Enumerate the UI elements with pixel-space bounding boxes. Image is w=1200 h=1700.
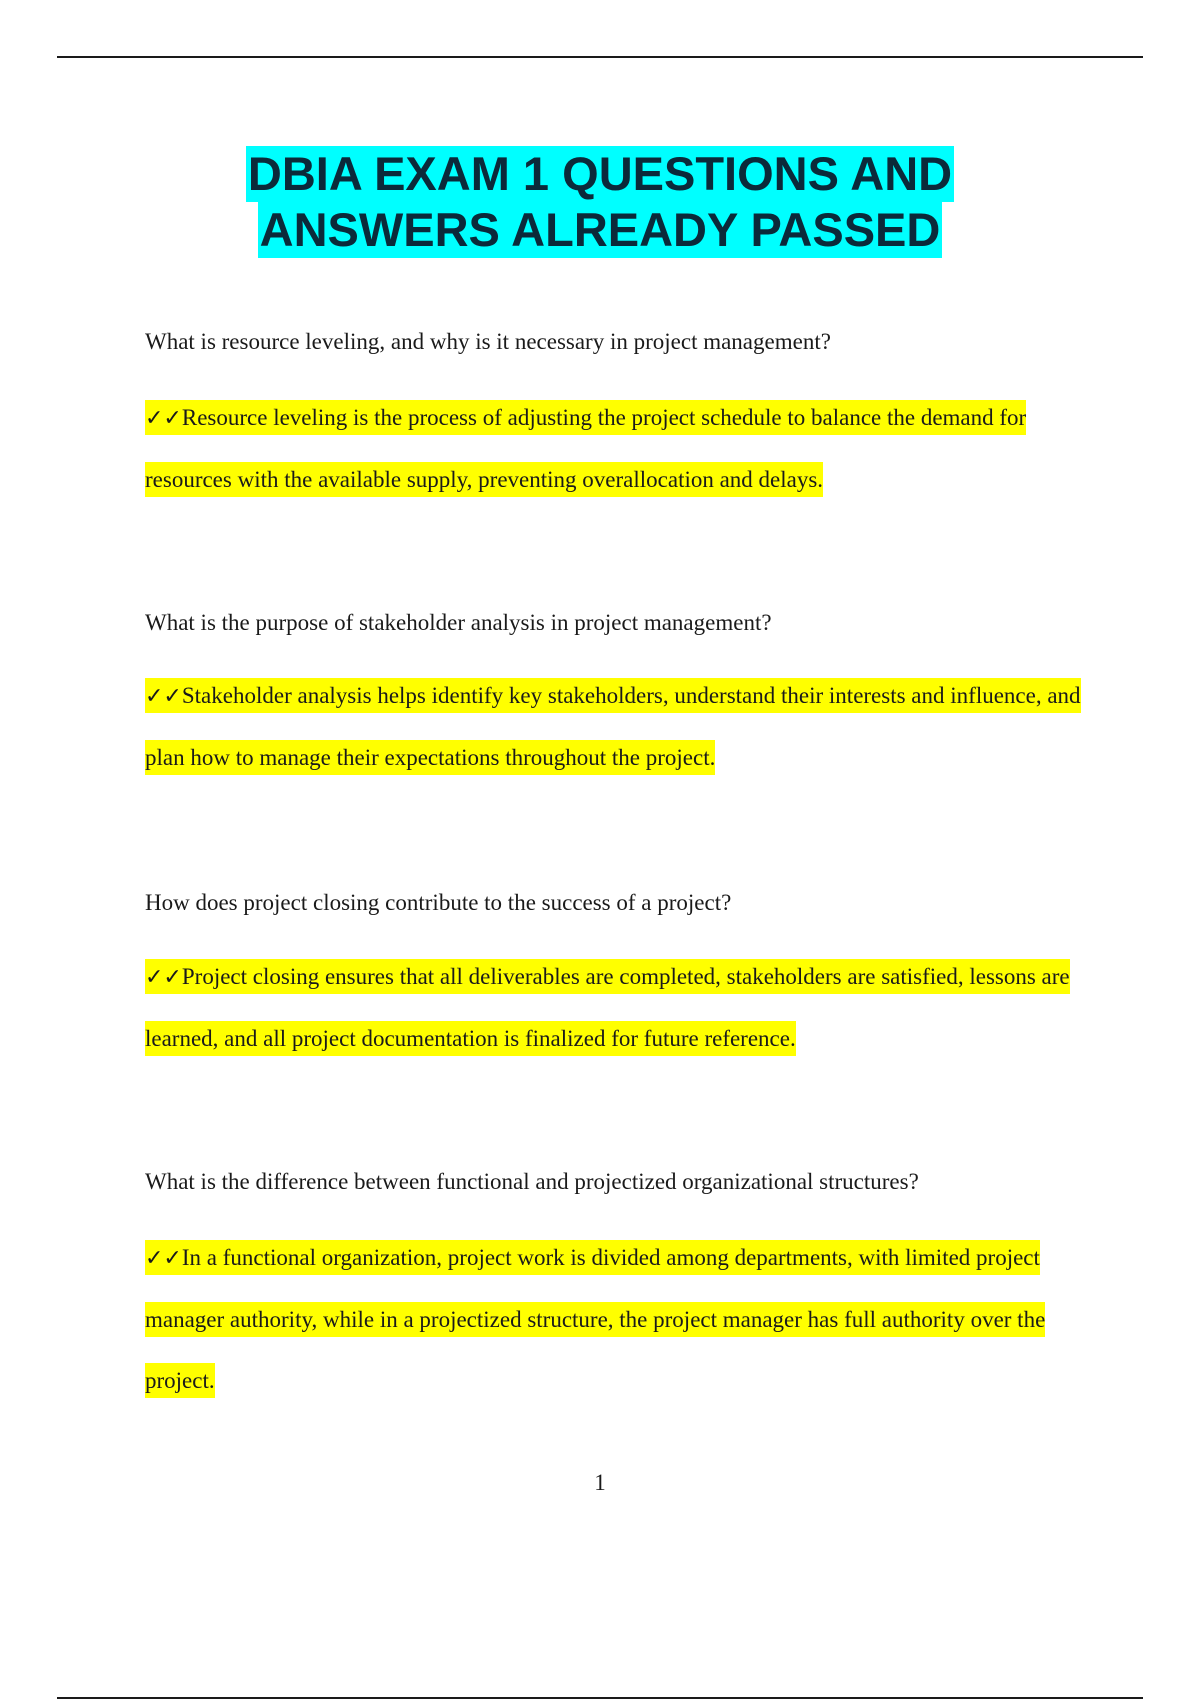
answer-3	[145, 946, 1095, 1069]
top-rule	[57, 56, 1143, 58]
answer-2	[145, 665, 1095, 788]
document-title	[0, 146, 1200, 258]
checkmark-icon: ✓✓	[145, 1246, 182, 1271]
answer-2-text: Stakeholder analysis helps identify key stakeholders, understand their interests and influence, and plan how to manage their expectations throughout the project.	[145, 683, 1081, 770]
title-line-1: DBIA EXAM 1 QUESTIONS AND	[247, 147, 953, 200]
answer-1	[145, 387, 1095, 510]
answer-3-text: Project closing ensures that all deliverables are completed, stakeholders are satisfied, lessons are learned, and all project documentation is finalized for future reference.	[145, 964, 1070, 1051]
question-4: What is the difference between functional and projectized organizational structures?	[145, 1169, 919, 1194]
question-2: What is the purpose of stakeholder analysis in project management?	[145, 610, 772, 635]
page-number: 1	[594, 1470, 606, 1495]
question-1: What is resource leveling, and why is it necessary in project management?	[145, 329, 831, 354]
answer-4-text: In a functional organization, project work is divided among departments, with limited project manager authority, while in a projectized structure, the project manager has full authority over the project.	[145, 1245, 1046, 1393]
checkmark-icon: ✓✓	[145, 965, 182, 990]
bottom-rule	[57, 1697, 1143, 1699]
answer-4	[145, 1227, 1095, 1411]
question-3: How does project closing contribute to the success of a project?	[145, 890, 732, 915]
answer-1-text: Resource leveling is the process of adjusting the project schedule to balance the demand for resources with the available supply, preventing overallocation and delays.	[145, 405, 1027, 492]
title-line-2: ANSWERS ALREADY PASSED	[259, 203, 941, 256]
checkmark-icon: ✓✓	[145, 406, 182, 431]
checkmark-icon: ✓✓	[145, 684, 182, 709]
